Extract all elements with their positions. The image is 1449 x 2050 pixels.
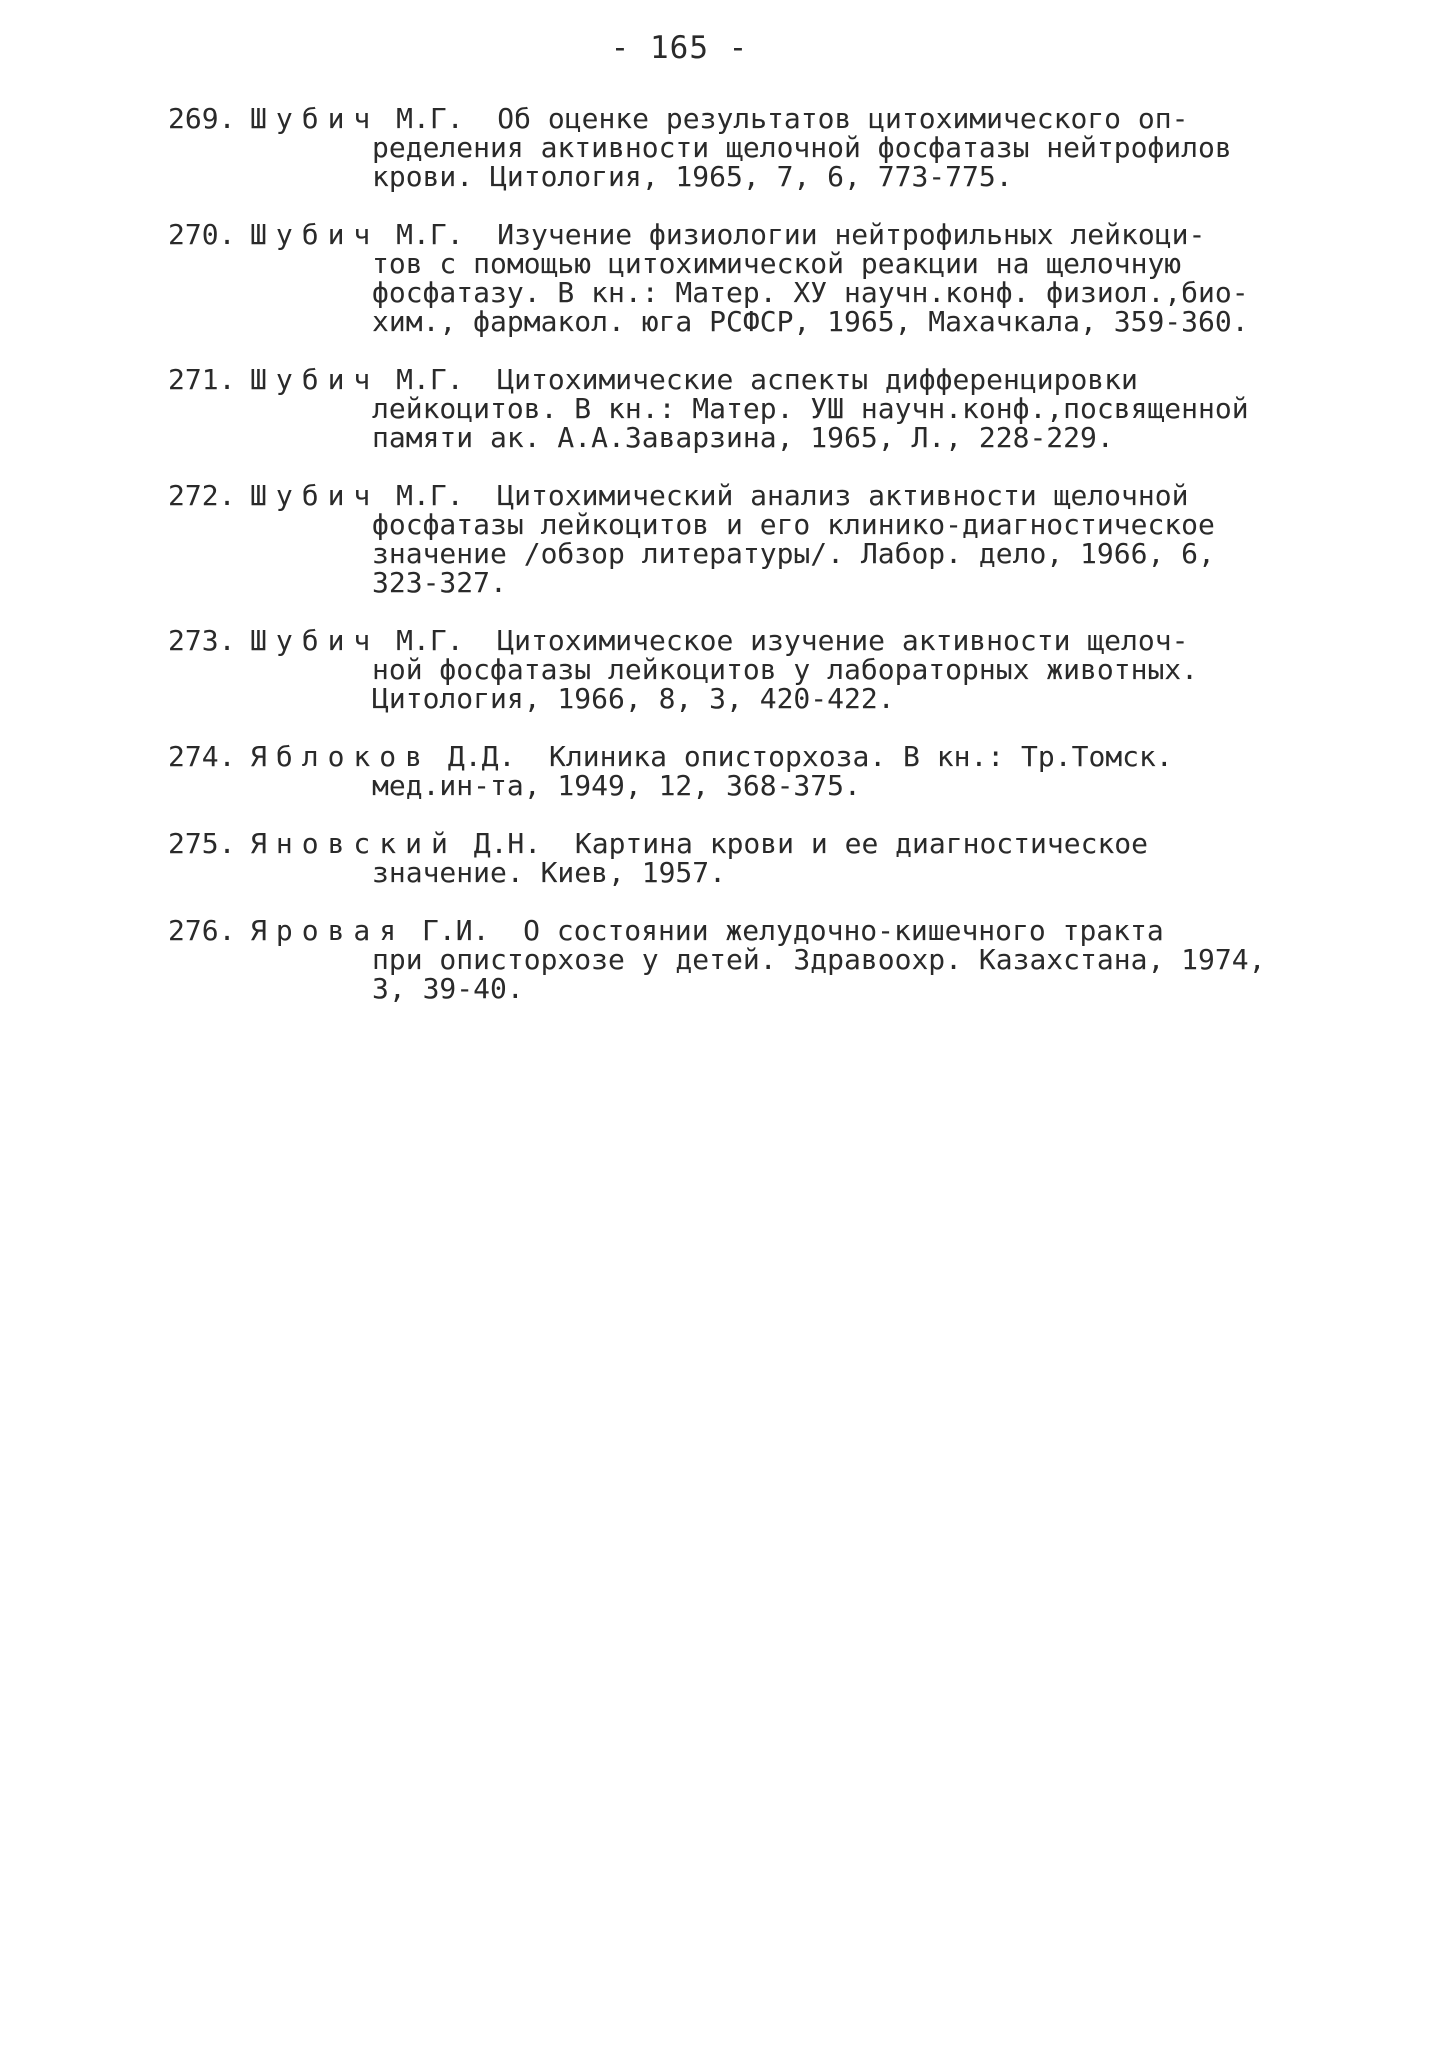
entry-number: 271.	[168, 363, 236, 396]
entry-first-line	[250, 481, 1318, 510]
entry-title: М.Г. Цитохимическое изучение активности щелоч-	[379, 624, 1189, 657]
entry-title: М.Г. Цитохимические аспекты дифференцировки	[379, 363, 1138, 396]
entry-continuation: крови. Цитология, 1965, 7, 6, 773-775.	[372, 160, 1013, 193]
bibliography-entry	[168, 626, 1318, 713]
entry-author: Шубич	[250, 363, 380, 396]
entry-continuation: мед.ин-та, 1949, 12, 368-375.	[372, 769, 861, 802]
entry-continuation: лейкоцитов. В кн.: Матер. УШ научн.конф.,посвященной	[372, 392, 1249, 425]
entry-continuation: 3, 39-40.	[372, 972, 524, 1005]
bibliography-entry	[168, 742, 1318, 800]
entry-text	[250, 916, 1318, 1003]
entry-text	[250, 626, 1318, 713]
bibliography-entry	[168, 365, 1318, 452]
entry-first-line	[250, 104, 1318, 133]
entry-text	[250, 481, 1318, 597]
bibliography-entry	[168, 104, 1318, 191]
entry-text	[250, 742, 1318, 800]
entry-number: 276.	[168, 914, 236, 947]
entry-title: М.Г. Изучение физиологии нейтрофильных лейкоци-	[379, 218, 1206, 251]
entry-number: 269.	[168, 102, 236, 135]
entry-number: 274.	[168, 740, 236, 773]
entry-text	[250, 829, 1318, 887]
entry-number: 273.	[168, 624, 236, 657]
entry-first-line	[250, 365, 1318, 394]
page-number: - 165 -	[610, 30, 749, 66]
entry-continuation: Цитология, 1966, 8, 3, 420-422.	[372, 682, 895, 715]
entry-continuation: хим., фармакол. юга РСФСР, 1965, Махачкала, 359-360.	[372, 305, 1249, 338]
entry-text	[250, 365, 1318, 452]
bibliography-list	[168, 104, 1318, 1032]
entry-continuation: значение /обзор литературы/. Лабор. дело, 1966, 6,	[372, 537, 1215, 570]
entry-continuation: ределения активности щелочной фосфатазы нейтрофилов	[372, 131, 1232, 164]
entry-author: Яровая	[250, 914, 406, 947]
entry-number: 272.	[168, 479, 236, 512]
entry-text	[250, 220, 1318, 336]
entry-continuation: значение. Киев, 1957.	[372, 856, 727, 889]
bibliography-entry	[168, 220, 1318, 336]
entry-author: Яновский	[250, 827, 457, 860]
entry-continuation: ной фосфатазы лейкоцитов у лабораторных животных.	[372, 653, 1199, 686]
entry-title: Д.Д. Клиника описторхоза. В кн.: Тр.Томск.	[431, 740, 1173, 773]
entry-continuation: памяти ак. А.А.Заварзина, 1965, Л., 228-229.	[372, 421, 1114, 454]
bibliography-entry	[168, 829, 1318, 887]
entry-author: Яблоков	[250, 740, 432, 773]
entry-continuation: тов с помощью цитохимической реакции на щелочную	[372, 247, 1182, 280]
entry-continuation: фосфатазы лейкоцитов и его клинико-диагностическое	[372, 508, 1215, 541]
entry-continuation: фосфатазу. В кн.: Матер. ХУ научн.конф. физиол.,био-	[372, 276, 1249, 309]
entry-author: Шубич	[250, 218, 380, 251]
entry-author: Шубич	[250, 624, 380, 657]
entry-title: М.Г. Об оценке результатов цитохимического оп-	[379, 102, 1189, 135]
entry-author: Шубич	[250, 479, 380, 512]
entry-first-line	[250, 626, 1318, 655]
entry-number: 270.	[168, 218, 236, 251]
entry-continuation: 323-327.	[372, 566, 507, 599]
entry-first-line	[250, 829, 1318, 858]
entry-title: Г.И. О состоянии желудочно-кишечного тракта	[405, 914, 1164, 947]
entry-title: Д.Н. Картина крови и ее диагностическое	[456, 827, 1149, 860]
bibliography-entry	[168, 916, 1318, 1003]
entry-title: М.Г. Цитохимический анализ активности щелочной	[379, 479, 1189, 512]
entry-text	[250, 104, 1318, 191]
entry-first-line	[250, 916, 1318, 945]
entry-first-line	[250, 742, 1318, 771]
bibliography-entry	[168, 481, 1318, 597]
entry-continuation: при описторхозе у детей. Здравоохр. Казахстана, 1974,	[372, 943, 1266, 976]
entry-number: 275.	[168, 827, 236, 860]
entry-author: Шубич	[250, 102, 380, 135]
entry-first-line	[250, 220, 1318, 249]
